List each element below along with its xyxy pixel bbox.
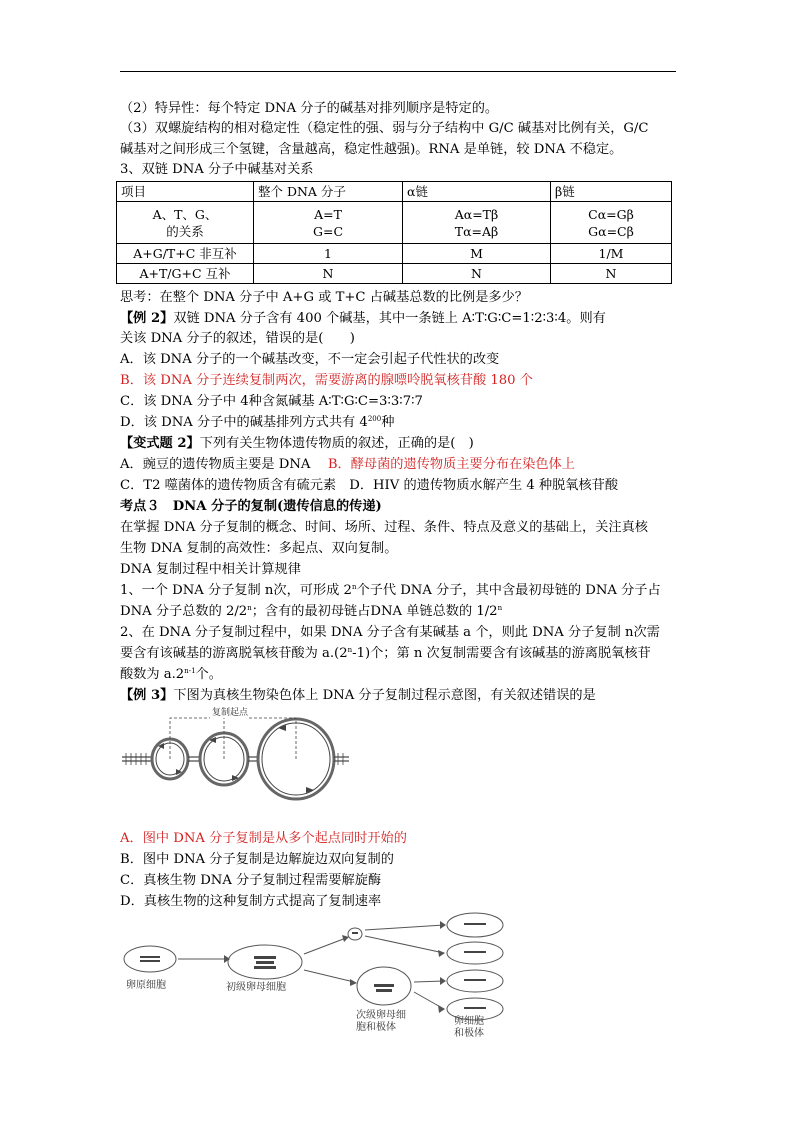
- option-b: B．图中 DNA 分子复制是边解旋边双向复制的: [120, 852, 394, 867]
- table-cell: Aα=Tβ Tα=Aβ: [403, 202, 551, 244]
- topic-3-heading: 考点３ DNA 分子的复制(遗传信息的传递): [120, 499, 382, 514]
- option-a: A．该 DNA 分子的一个碱基改变，不一定会引起子代性状的改变: [120, 352, 500, 367]
- oogenesis-diagram: [118, 910, 518, 1038]
- table-header: β链: [551, 182, 672, 202]
- table-cell: 1/M: [551, 244, 672, 264]
- table-cell: A=T G=C: [254, 202, 403, 244]
- table-cell: Cα=Gβ Gα=Cβ: [551, 202, 672, 244]
- paragraph: 生物 DNA 复制的高效性：多起点、双向复制。: [120, 541, 398, 556]
- rule-2: 2、在 DNA 分子复制过程中，如果 DNA 分子含有某碱基 a 个，则此 DNA 分子复制 n次需: [120, 625, 660, 640]
- example-2-stem: 关该 DNA 分子的叙述，错误的是( ): [120, 331, 355, 346]
- table-cell: A、T、G、 的关系: [117, 202, 254, 244]
- text-line: （3）双螺旋结构的相对稳定性（稳定性的强、弱与分子结构中 G/C 碱基对比例有关，G/C: [120, 121, 649, 136]
- paragraph: DNA 复制过程中相关计算规律: [120, 562, 301, 577]
- rule-2: 酸数为 a.2$^{n-1}$个。: [120, 667, 222, 682]
- table-header: α链: [403, 182, 551, 202]
- text-line: （2）特异性：每个特定 DNA 分子的碱基对排列顺序是特定的。: [120, 101, 499, 116]
- rule-2: 要含有该碱基的游离脱氧核苷酸为 a.(2$^n$-1)个；第 n 次复制需要含有该碱基的游离脱氧核苷: [120, 646, 651, 661]
- origin-label: 复制起点: [212, 708, 249, 718]
- dna-replication-diagram: [118, 706, 350, 810]
- table-header: 整个 DNA 分子: [254, 182, 403, 202]
- header-rule: [120, 71, 676, 72]
- variant-2-stem: 【变式题 2】下列有关生物体遗传物质的叙述，正确的是( ): [120, 436, 474, 451]
- table-cell: 1: [254, 244, 403, 264]
- example-3-stem: 【例 3】下图为真核生物染色体上 DNA 分子复制过程示意图，有关叙述错误的是: [120, 688, 596, 703]
- primary-oocyte-label: 初级卵母细胞: [226, 982, 286, 993]
- option-d: D．该 DNA 分子中的碱基排列方式共有 $4^{200}$种: [120, 415, 395, 430]
- oogonium-label: 卵原细胞: [126, 980, 166, 991]
- table-header: 项目: [117, 182, 254, 202]
- rule-1: 1、一个 DNA 分子复制 n次，可形成 2$^n$个子代 DNA 分子，其中含最初母链的 DNA 分子占: [120, 583, 661, 598]
- section-heading: 3、双链 DNA 分子中碱基对关系: [120, 162, 314, 177]
- text-line: 碱基对之间形成三个氢键，含量越高，稳定性越强)。RNA 是单链，较 DNA 不稳定。: [120, 142, 623, 157]
- ovum-label: 卵细胞: [454, 1016, 484, 1027]
- table-cell: M: [403, 244, 551, 264]
- option-b-answer: B．该 DNA 分子连续复制两次，需要游离的腺嘌呤脱氧核苷酸 180 个: [120, 373, 533, 388]
- option-c: C．真核生物 DNA 分子复制过程需要解旋酶: [120, 873, 382, 888]
- variant-2-options-cd: C．T2 噬菌体的遗传物质含有硫元素 D．HIV 的遗传物质水解产生 4 种脱氧核苷酸: [120, 478, 619, 493]
- table-cell: N: [551, 264, 672, 284]
- ovum-label: 和极体: [454, 1028, 484, 1038]
- secondary-oocyte-label: 胞和极体: [356, 1022, 396, 1033]
- table-cell: A+G/T+C 非互补: [117, 244, 254, 264]
- option-d: D．真核生物的这种复制方式提高了复制速率: [120, 894, 382, 909]
- table-cell: N: [254, 264, 403, 284]
- option-c: C．该 DNA 分子中 4种含氮碱基 A∶T∶G∶C=3∶3∶7∶7: [120, 394, 423, 409]
- rule-1: DNA 分子总数的 2/2$^n$；含有的最初母链占DNA 单链总数的 1/2$^n$: [120, 604, 503, 619]
- paragraph: 在掌握 DNA 分子复制的概念、时间、场所、过程、条件、特点及意义的基础上，关注真核: [120, 520, 648, 535]
- variant-2-options-ab: A．豌豆的遗传物质主要是 DNA B．酵母菌的遗传物质主要分布在染色体上: [120, 457, 575, 472]
- think-question: 思考：在整个 DNA 分子中 A+G 或 T+C 占碱基总数的比例是多少？: [120, 290, 528, 305]
- option-b-answer: B．酵母菌的遗传物质主要分布在染色体上: [327, 457, 575, 472]
- base-pair-table: [116, 181, 672, 284]
- secondary-oocyte-label: 次级卵母细: [356, 1010, 406, 1021]
- example-2-stem: 【例 2】双链 DNA 分子含有 400 个碱基，其中一条链上 A∶T∶G∶C=1∶2∶3∶4。则有: [120, 311, 606, 326]
- table-cell: N: [403, 264, 551, 284]
- option-a-answer: A．图中 DNA 分子复制是从多个起点同时开始的: [120, 831, 407, 846]
- table-cell: A+T/G+C 互补: [117, 264, 254, 284]
